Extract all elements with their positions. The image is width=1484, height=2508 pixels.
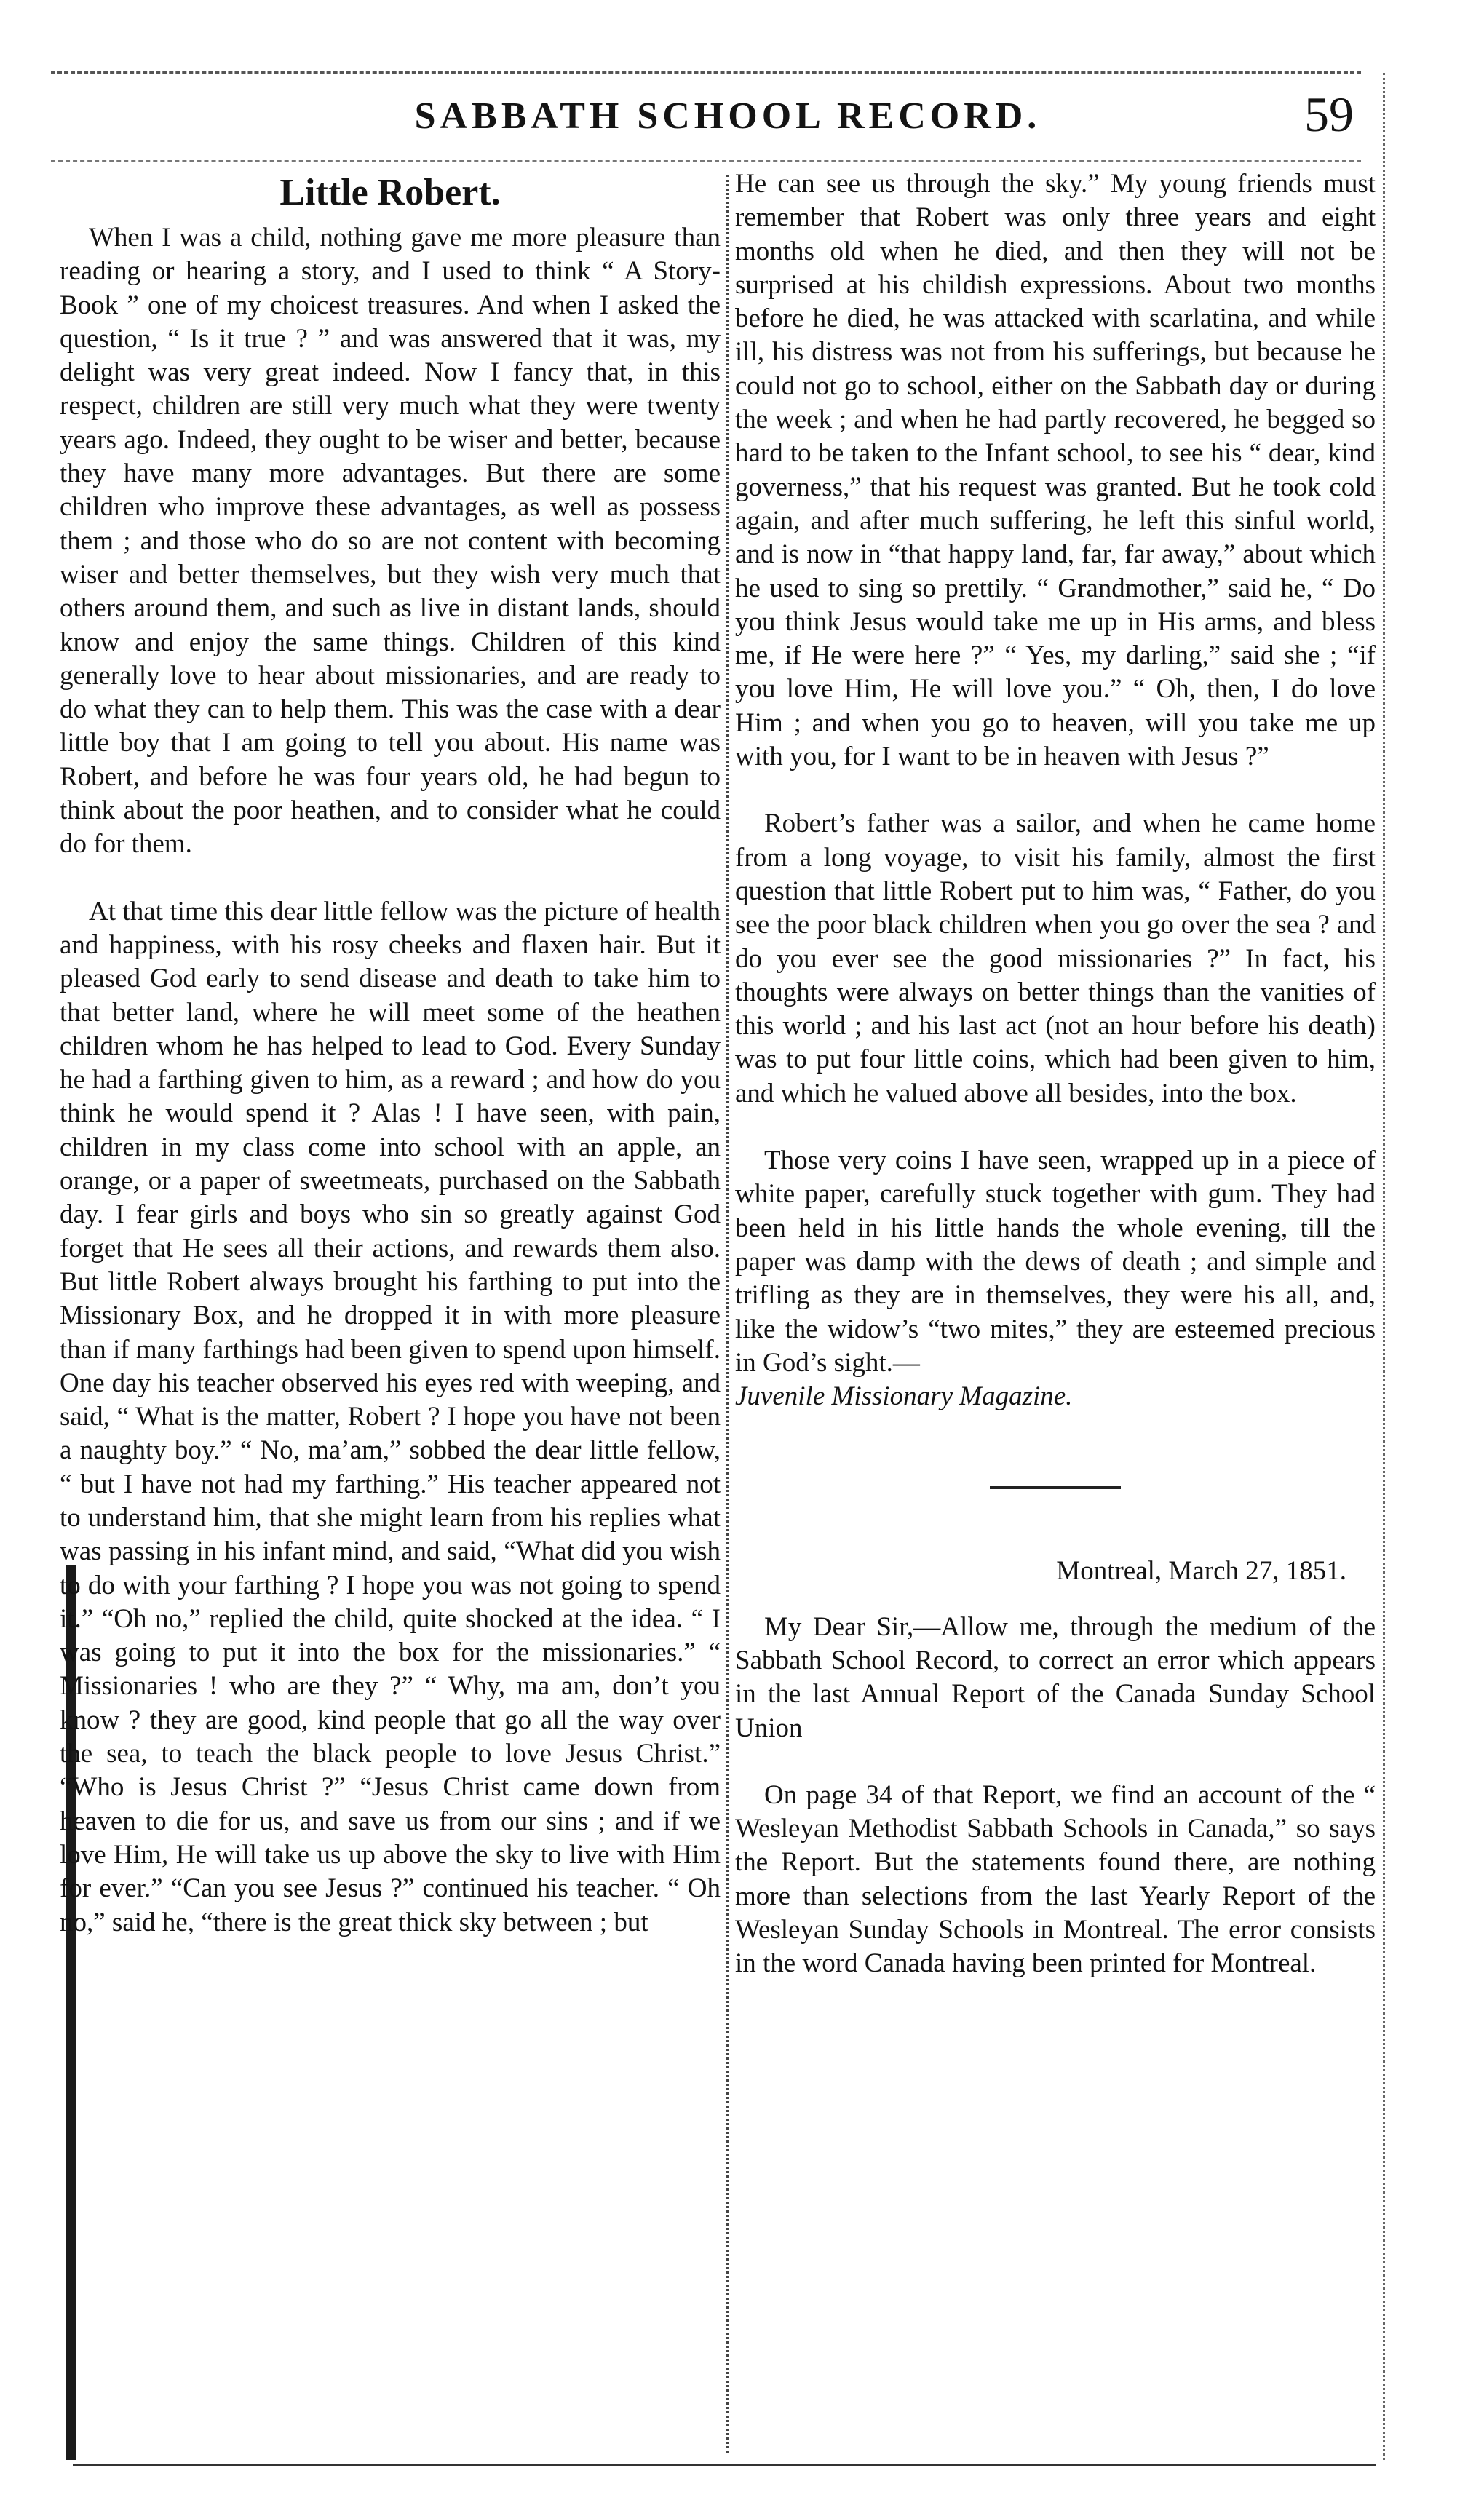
header-rule xyxy=(51,160,1361,162)
bottom-rule xyxy=(73,2464,1376,2466)
left-column xyxy=(60,167,721,1940)
section-divider xyxy=(990,1486,1121,1489)
letter-dateline: Montreal, March 27, 1851. xyxy=(1056,1556,1346,1587)
article-paragraph: Robert’s father was a sailor, and when he came home from a long voyage, to visit his family, almost the first question that little Robert put to him was, “ Father, do you see the poor black children when you go over the sea ? and do you ever see the good missionaries ?” In fact, his thoughts were always on better things than the vanities of this world ; and his last act (not an hour before his death) was to put four little coins, which had been given to him, and which he valued above all besides, into the box. xyxy=(735,809,1376,1108)
letter-paragraph: My Dear Sir,—Allow me, through the medium of the Sabbath School Record, to correct an error which appears in the last Annual Report of the Canada Sunday School Union xyxy=(735,1611,1376,1743)
right-column xyxy=(735,167,1376,1981)
page-number: 59 xyxy=(1304,87,1354,142)
article-paragraph: When I was a child, nothing gave me more pleasure than reading or hearing a story, and I used to think “ A Story-Book ” one of my choicest treasures. And when I asked the question, “ Is it true ? ” and was answered that it was, my delight was very great indeed. Now I fancy that, in this respect, children are still very much what they were twenty years ago. Indeed, they ought to be wiser and better, because they have many more advantages. But there are some children who improve these advantages, as well as possess them ; and those who do so are not content with becoming wiser and better themselves, but they wish very much that others around them, and such as live in distant lands, should know and enjoy the same things. Children of this kind generally love to hear about missionaries, and are ready to do what they can to help them. This was the case with a dear little boy that I am going to tell you about. His name was Robert, and before he was four years old, he had begun to think about the poor heathen, and to consider what he could do for them. xyxy=(60,223,721,860)
running-head: SABBATH SCHOOL RECORD. xyxy=(414,95,1041,137)
article-paragraph: He can see us through the sky.” My young friends must remember that Robert was only three years and eight months old when he died, and then they will not be surprised at his childish expressions. About two months before he died, he was attacked with scarlatina, and while ill, his distress was not from his sufferings, but because he could not go to school, either on the Sabbath day or during the week ; and when he had partly recovered, he begged so hard to be taken to the Infant school, to see his “ dear, kind governess,” that his request was granted. But he took cold again, and after much suffering, he left this sinful world, and is now in “that happy land, far, far away,” about which he used to sing so prettily. “ Grandmother,” said he, “ Do you think Jesus would take me up in His arms, and bless me, if He were here ?” “ Yes, my darling,” said she ; “if you love Him, He will love you.” “ Oh, then, I do love Him ; and when you go to heaven, will you take me up with you, for I want to be in heaven with Jesus ?” xyxy=(735,169,1376,772)
article-title: Little Robert. xyxy=(279,172,501,213)
column-divider xyxy=(726,175,729,2453)
top-rule xyxy=(51,71,1361,74)
letter-paragraph: On page 34 of that Report, we find an account of the “ Wesleyan Methodist Sabbath Schools in Canada,” so says the Report. But the statements found there, are nothing more than selections from the last Yearly Report of the Wesleyan Sunday Schools in Montreal. The error consists in the word Canada having been printed for Montreal. xyxy=(735,1779,1376,1979)
article-paragraph: Those very coins I have seen, wrapped up in a piece of white paper, carefully stuck together with gum. They had been held in his little hands the whole evening, till the paper was damp with the dews of death ; and simple and trifling as they are in themselves, they were his all, and, like the widow’s “two mites,” they are esteemed precious in God’s sight.— xyxy=(735,1146,1376,1378)
article-source: Juvenile Missionary Magazine. xyxy=(735,1381,1073,1412)
right-margin-rule xyxy=(1383,73,1385,2460)
article-paragraph: At that time this dear little fellow was the picture of health and happiness, with his rosy cheeks and flaxen hair. But it pleased God early to send disease and death to take him to that better land, where he will meet some of the heathen children whom he has helped to lead to God. Every Sunday he had a farthing given to him, as a reward ; and how do you think he would spend it ? Alas ! I have seen, with pain, children in my class come into school with an apple, an orange, or a paper of sweetmeats, purchased on the Sabbath day. I fear girls and boys who sin so greatly against God forget that He sees all their actions, and rewards them also. But little Robert always brought his farthing to put into the Missionary Box, and he dropped it in with more pleasure than if many farthings had been given to spend upon himself. One day his teacher observed his eyes red with weeping, and said, “ What is the matter, Robert ? I hope you have not been a naughty boy.” “ No, ma’am,” sobbed the dear little fellow, “ but I have not had my farthing.” His teacher appeared not to understand him, that she might learn from his replies what was passing in his infant mind, and said, “What did you wish to do with your farthing ? I hope you was not going to spend it.” “Oh no,” replied the child, quite shocked at the idea. “ I was going to put it into the box for the missionaries.” “ Missionaries ! who are they ?” “ Why, ma am, don’t you know ? they are good, kind people that go all the way over the sea, to teach the black people to love Jesus Christ.” “Who is Jesus Christ ?” “Jesus Christ came down from heaven to die for us, and save us from our sins ; and if we love Him, He will take us up above the sky to live with Him for ever.” “Can you see Jesus ?” continued his teacher. “ Oh no,” said he, “there is the great thick sky between ; but xyxy=(60,896,721,1937)
